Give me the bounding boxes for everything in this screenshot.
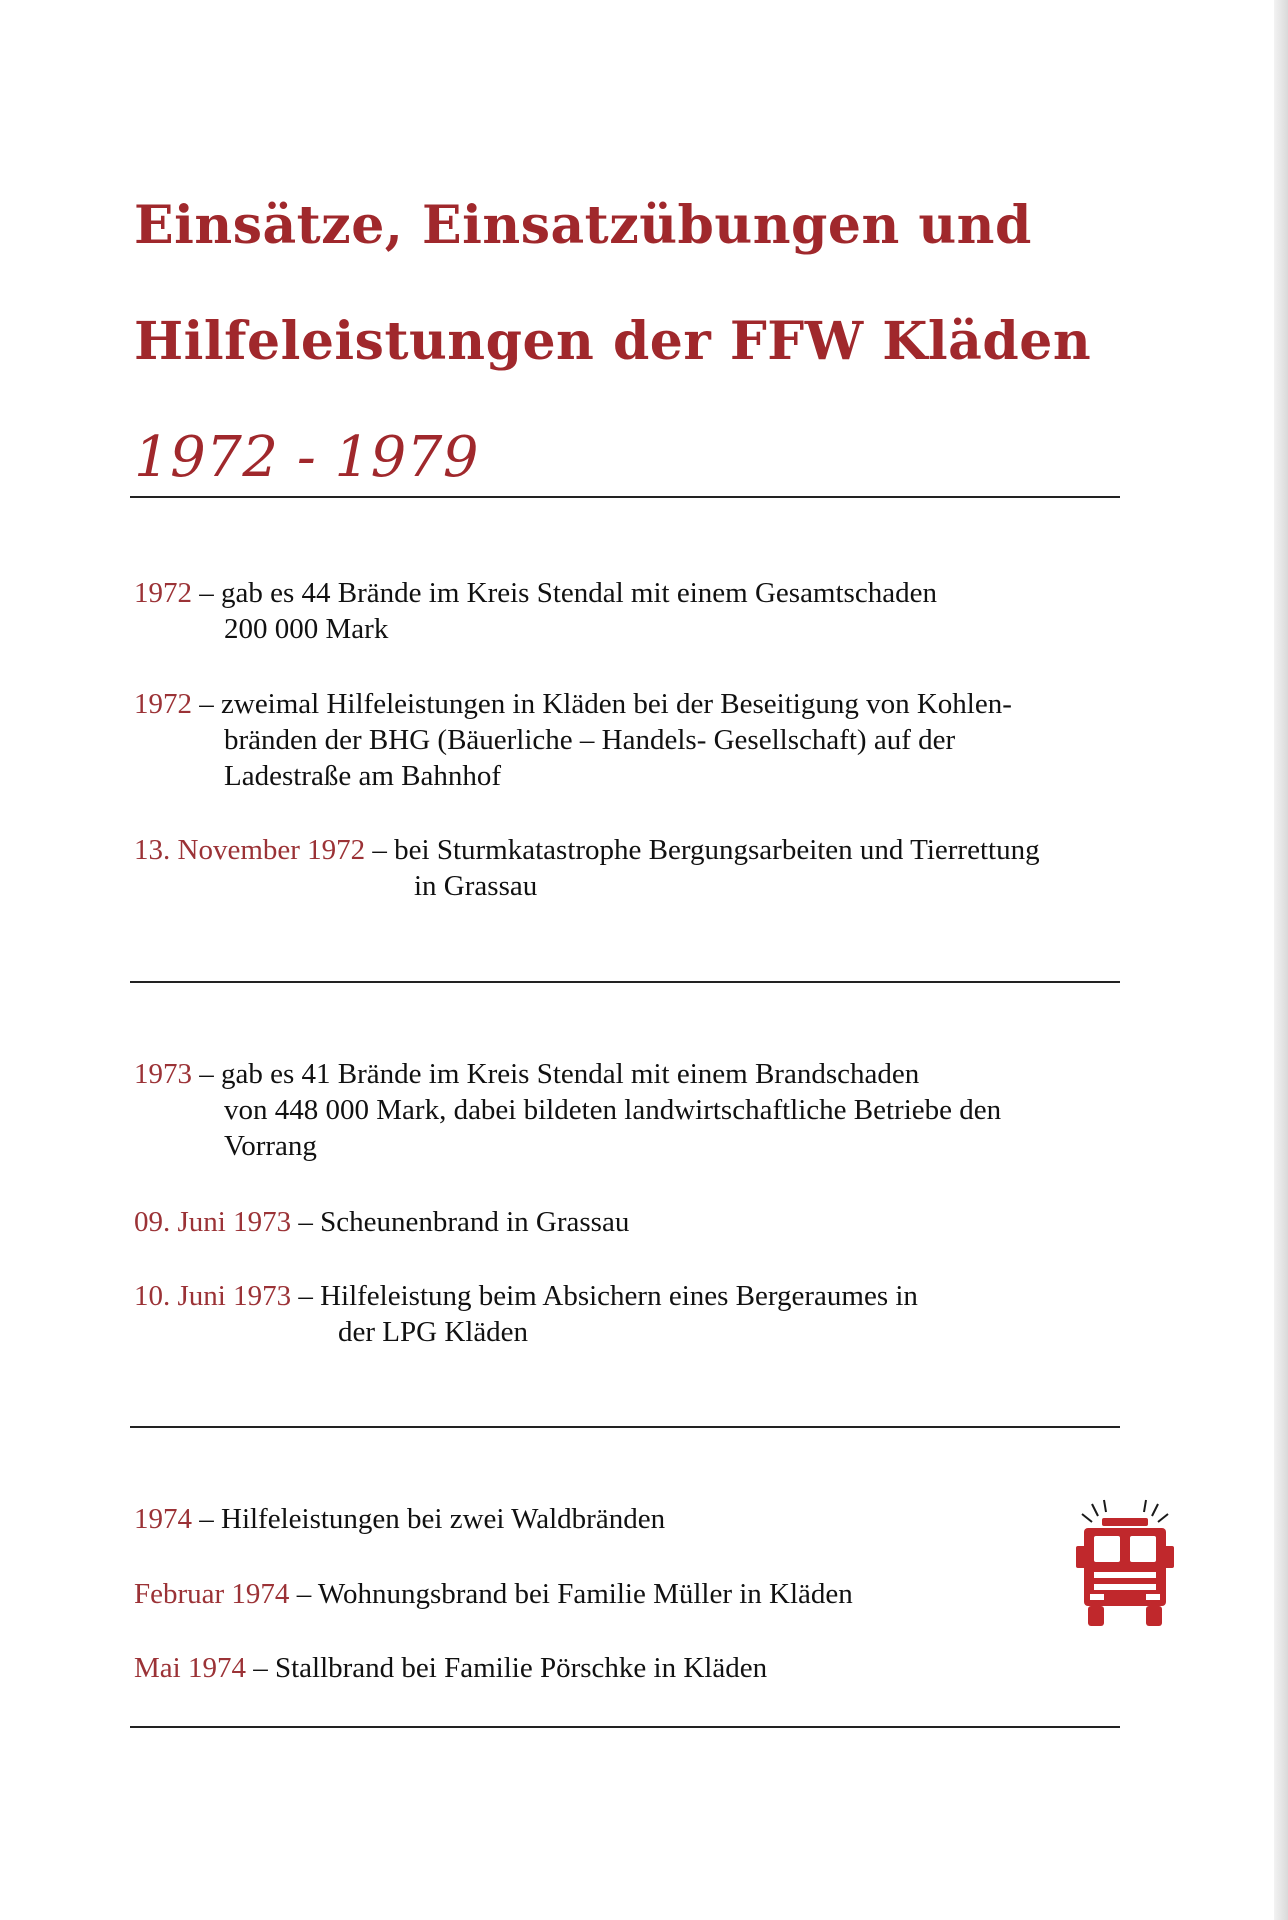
divider-1 xyxy=(130,496,1120,498)
entry-1972-coal-fires: 1972 – zweimal Hilfeleistungen in Kläden bei der Beseitigung von Kohlen- bränden der BHG (Bäuerliche – Handels- Gesellschaft) auf der Ladestraße am Bahnhof xyxy=(134,688,1012,792)
entry-text-cont: bränden der BHG (Bäuerliche – Handels- Gesellschaft) auf der xyxy=(224,724,956,756)
entry-text: Hilfeleistungen bei zwei Waldbränden xyxy=(221,1503,666,1535)
entry-text: Stallbrand bei Familie Pörschke in Kläden xyxy=(274,1652,768,1684)
entry-text-cont: 200 000 Mark xyxy=(224,613,389,645)
entry-text: bei Sturmkatastrophe Bergungsarbeiten und Tierrettung xyxy=(394,834,1040,866)
entry-date: Februar 1974 xyxy=(134,1578,290,1610)
entry-date: 1972 xyxy=(134,688,192,720)
entry-1974-forest-fires: 1974 – Hilfeleistungen bei zwei Waldbränden xyxy=(134,1503,666,1535)
page-title xyxy=(134,168,1114,516)
entry-text-cont: Vorrang xyxy=(224,1130,317,1162)
entry-date: 09. Juni 1973 xyxy=(134,1206,292,1238)
entry-text: gab es 41 Brände im Kreis Stendal mit einem Brandschaden xyxy=(221,1058,920,1090)
entry-date: 1972 xyxy=(134,577,192,609)
divider-4 xyxy=(130,1726,1120,1728)
entry-nov-1972-storm: 13. November 1972 – bei Sturmkatastrophe Bergungsarbeiten und Tierrettung in Grassau xyxy=(134,834,1040,902)
divider-2 xyxy=(130,981,1120,983)
entry-text: Wohnungsbrand bei Familie Müller in Kläden xyxy=(317,1578,853,1610)
entry-text-cont: der LPG Kläden xyxy=(338,1316,529,1348)
entry-text-cont: Ladestraße am Bahnhof xyxy=(224,760,502,792)
divider-3 xyxy=(130,1426,1120,1428)
entry-date: 13. November 1972 xyxy=(134,834,366,866)
entry-date: Mai 1974 xyxy=(134,1652,246,1684)
fire-truck-icon xyxy=(1070,1496,1180,1632)
title-years: 1972 - 1979 xyxy=(134,425,480,490)
entry-text: Scheunenbrand in Grassau xyxy=(320,1206,630,1238)
page-edge-shadow xyxy=(1274,0,1288,1920)
entry-feb-1974: Februar 1974 – Wohnungsbrand bei Familie Müller in Kläden xyxy=(134,1578,853,1610)
entry-date: 1973 xyxy=(134,1058,192,1090)
entry-1973-fires: 1973 – gab es 41 Brände im Kreis Stendal mit einem Brandschaden von 448 000 Mark, dabei bildeten landwirtschaftliche Betriebe den Vorrang xyxy=(134,1058,1002,1162)
entry-text: zweimal Hilfeleistungen in Kläden bei der Beseitigung von Kohlen- xyxy=(221,688,1012,720)
entry-text: gab es 44 Brände im Kreis Stendal mit einem Gesamtschaden xyxy=(221,577,937,609)
title-line-2: Hilfeleistungen der FFW Kläden xyxy=(134,311,1092,372)
title-line-1: Einsätze, Einsatzübungen und xyxy=(134,195,1032,256)
entry-date: 10. Juni 1973 xyxy=(134,1280,292,1312)
entry-1972-fires: 1972 – gab es 44 Brände im Kreis Stendal mit einem Gesamtschaden 200 000 Mark xyxy=(134,577,937,645)
entry-text-cont: in Grassau xyxy=(414,870,538,902)
entry-text-cont: von 448 000 Mark, dabei bildeten landwirtschaftliche Betriebe den xyxy=(224,1094,1002,1126)
entry-text: Hilfeleistung beim Absichern eines Bergeraumes in xyxy=(320,1280,918,1312)
entry-date: 1974 xyxy=(134,1503,192,1535)
entry-jun09-1973: 09. Juni 1973 – Scheunenbrand in Grassau xyxy=(134,1206,630,1238)
entry-may-1974: Mai 1974 – Stallbrand bei Familie Pörschke in Kläden xyxy=(134,1652,768,1684)
entry-jun10-1973: 10. Juni 1973 – Hilfeleistung beim Absichern eines Bergeraumes in der LPG Kläden xyxy=(134,1280,918,1348)
